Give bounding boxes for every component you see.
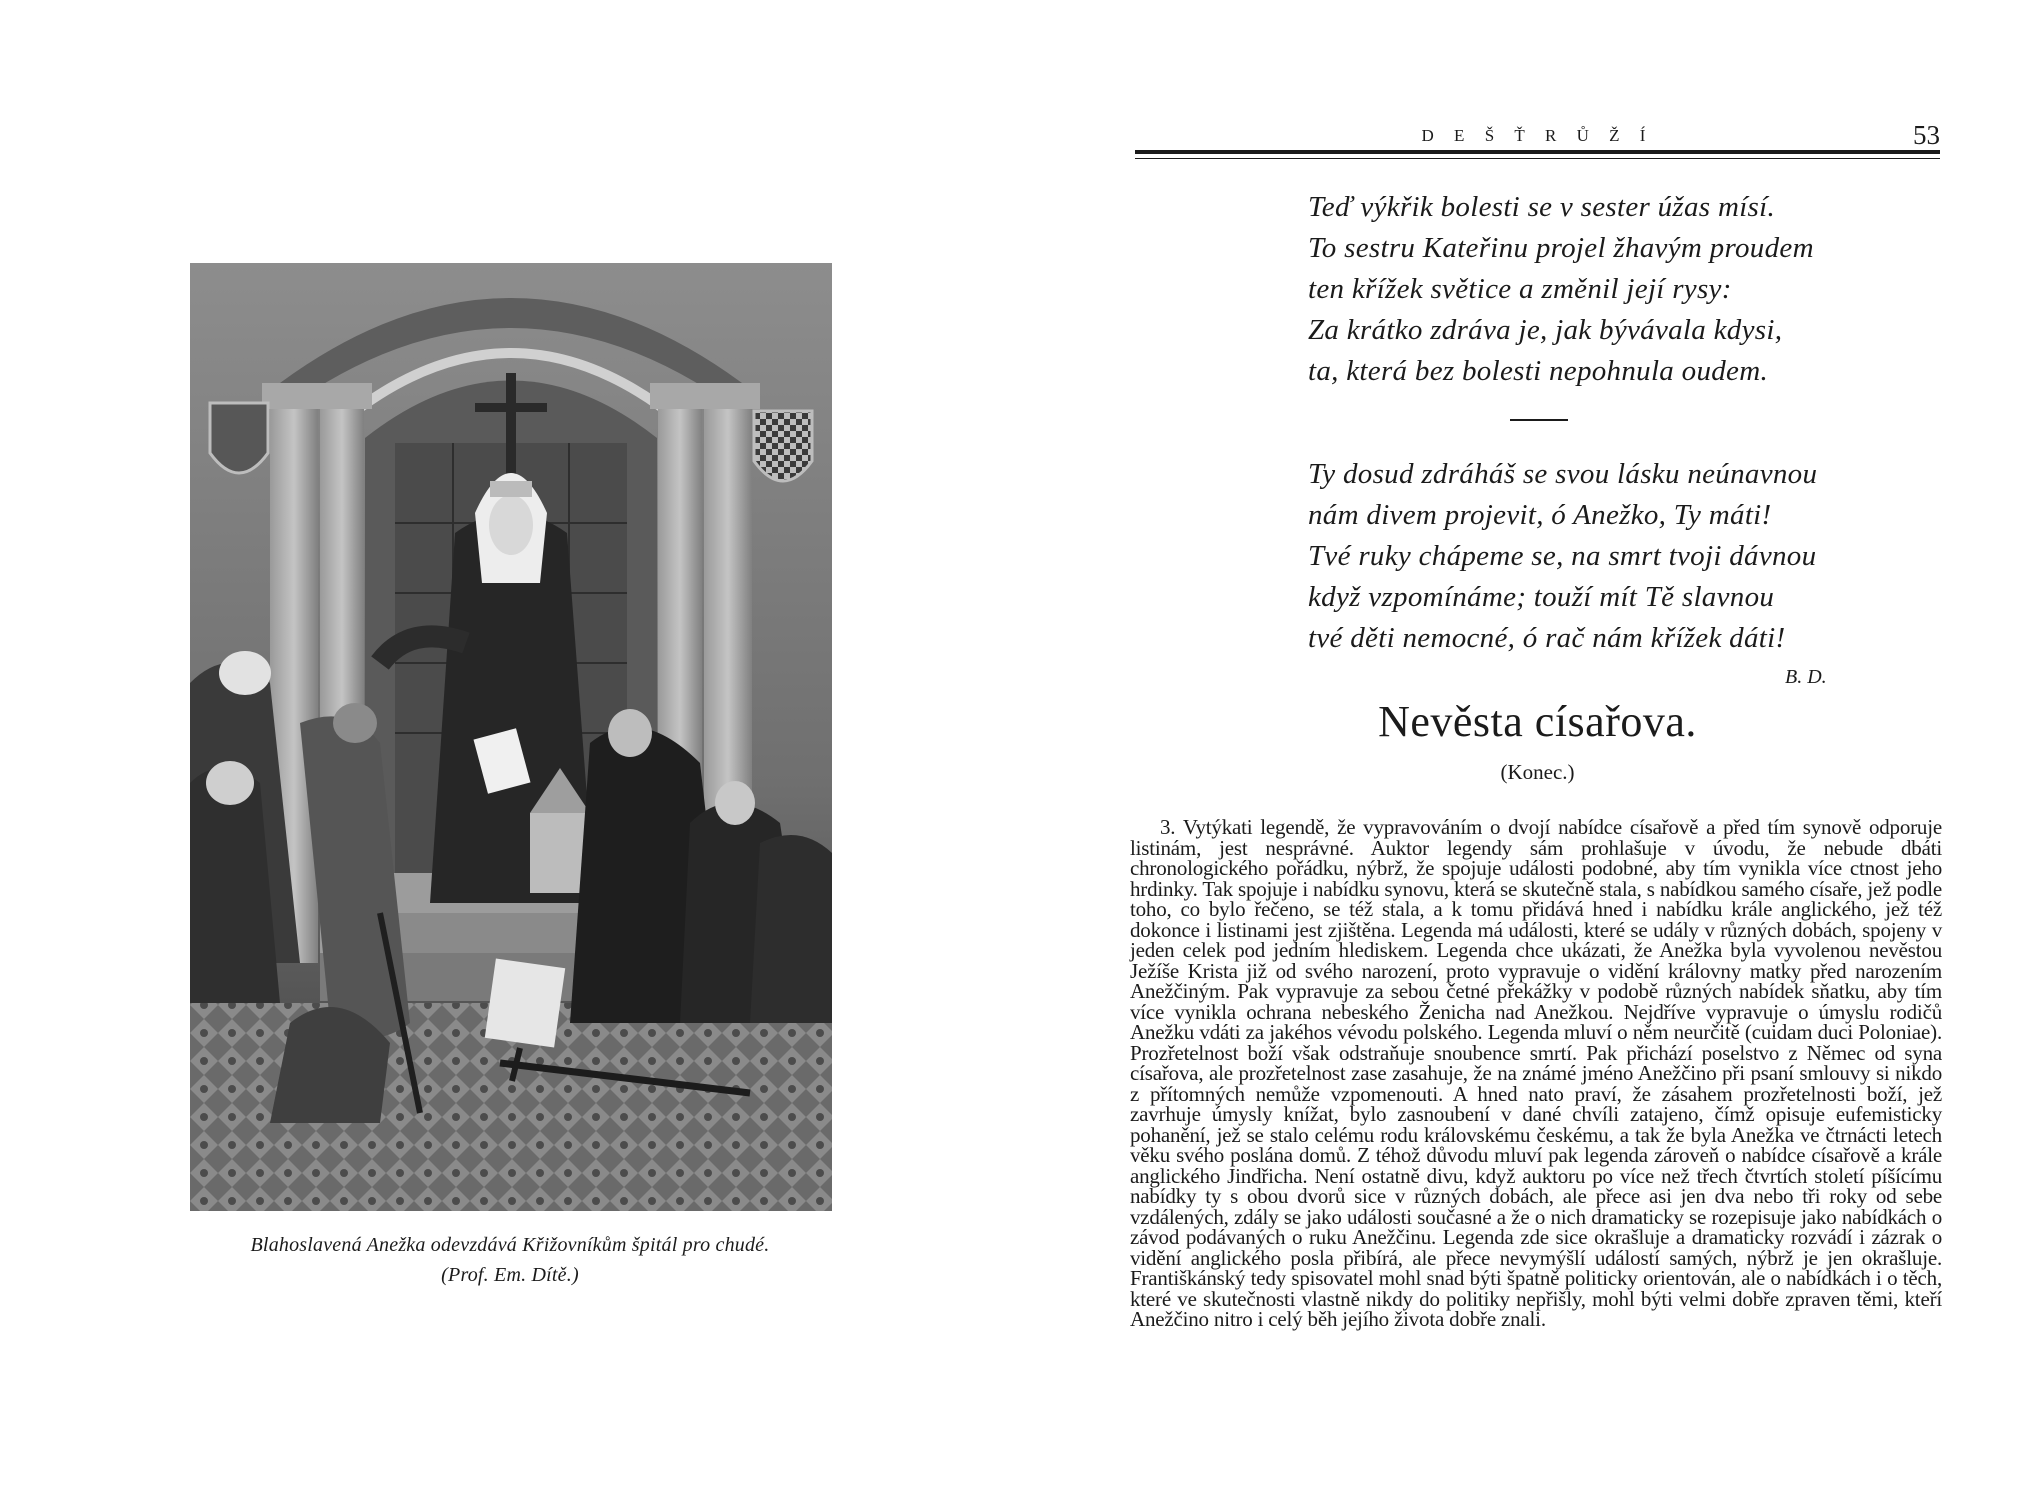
header-rule-thick [1135,150,1940,154]
illustration-plate [190,263,832,1211]
caption-author: (Prof. Em. Dítě.) [441,1264,579,1286]
verse-line: když vzpomínáme; touží mít Tě slavnou [1308,581,1775,613]
verse-line: To sestru Kateřinu projel žhavým proudem [1308,232,1814,264]
poem-signature: B. D. [1785,666,1827,688]
verse-line: ten křížek světice a změnil její rysy: [1308,273,1732,305]
running-head-title: D E Š Ť R Ů Ž Í [1421,126,1654,145]
article-body: 3. Vytýkati legendě, že vypravováním o dvojí nabídce císařově a před tím synově odporuje listinám, jest nesprávné. Auktor legendy sám prohlašuje v úvodu, že nebude dbáti chronologického pořádku, nýbrž, že spojuje události podobné, aby tím vynikla více ctnost jeho hrdinky. Tak spojuje i nabídku synovu, která se skutečně stala, s nabídkou samého císaře, jež podle toho, co bylo řečeno, se též stala, a k tomu přidává hned i nabídku krále anglického, jež též dokonce i listinami jest zjištěna. Legenda má události, které se udály v různých dobách, spojeny v jeden celek pod jedním hlediskem. Legenda chce ukázati, že Anežka byla vyvolenou nevěstou Ježíše Krista již od svého narození, proto vypravuje o vidění královny matky před narozením Anežčiným. Pak vypravuje za sebou četné překážky v podobě různých nabídek sňatku, aby tím více vynikla ochrana nebeského Ženicha nad Anežkou. Nejdříve vypravuje o úmyslu rodičů Anežku vdáti za jakéhos vévodu polského. Legenda mluví o něm neurčitě (cuidam duci Poloniae). Prozřetelnost boží však odstraňuje snoubence smrtí. Pak přichází poselstvo z Němec od syna císařova, ale prozřetelnost zase zasahuje, že na známé jméno Anežčino při psaní smlouvy si nikdo z přítomných nemůže vzpomenouti. A hned nato praví, že zásahem prozřetelnosti boží, jež zavrhuje úmysly knížat, bylo zasnoubení v dané chvíli zatajeno, čímž opisuje eufemisticky pohanění, jež se stalo celému rodu královskému českému, a tak že byla Anežka ve čtrnácti letech věku svého poslána domů. Z téhož důvodu mluví pak legenda zároveň o nabídce císařově a krále anglického Jindřicha. Není ostatně divu, když auktoru po více než třech čtvrtích století píšícímu nabídky ty s obou dvorů sice v různých dobách, ale přece asi jen dva nebo tři roky od sebe vzdálených, zdály se jako události současné a že o nich dramaticky se rozepisuje jako nabídkách o závod podávaných o ruku Anežčinu. Legenda zde sice okrašluje a dramaticky rozvádí i zázrak o vidění anglického posla přibírá, ale přece nevymýšlí událostí samých, nýbrž je jen okrašluje. Františkánský tedy spisovatel mohl snad býti špatně politicky orientován, ale o nabídkách i o těch, které ve skutečnosti vlastně nikdy do politiky nepřišly, mohl býti velmi dobře zpraven těmi, kteří Anežčino nitro i celý běh jejího života dobře znali. [1130,815,1942,1331]
verse-line: ta, která bez bolesti nepohnula oudem. [1308,355,1769,387]
verse-line: Tvé ruky chápeme se, na smrt tvoji dávnou [1308,540,1817,572]
article-subtitle: (Konec.) [1500,760,1575,784]
caption-title: Blahoslavená Anežka odevzdává Křižovníkům špitál pro chudé. [250,1234,770,1256]
verse-line: tvé děti nemocné, ó rač nám křížek dáti! [1308,622,1786,654]
page-number: 53 [1913,120,1940,150]
header-rule-thin [1135,158,1940,159]
illustration-image [190,263,832,1211]
verse-line: nám divem projevit, ó Anežko, Ty máti! [1308,499,1772,531]
verse-line: Za krátko zdráva je, jak bývávala kdysi, [1308,314,1783,346]
illustration-caption [180,1230,840,1290]
verse-line: Teď výkřik bolesti se v sester úžas mísí. [1308,191,1776,223]
verse-line: Ty dosud zdráháš se svou lásku neúnavnou [1308,458,1818,490]
article-title: Nevěsta císařova. [1378,697,1697,746]
poem-stanza-1 [1308,187,1814,392]
stanza-separator [1510,419,1568,421]
poem-stanza-2 [1308,454,1817,659]
